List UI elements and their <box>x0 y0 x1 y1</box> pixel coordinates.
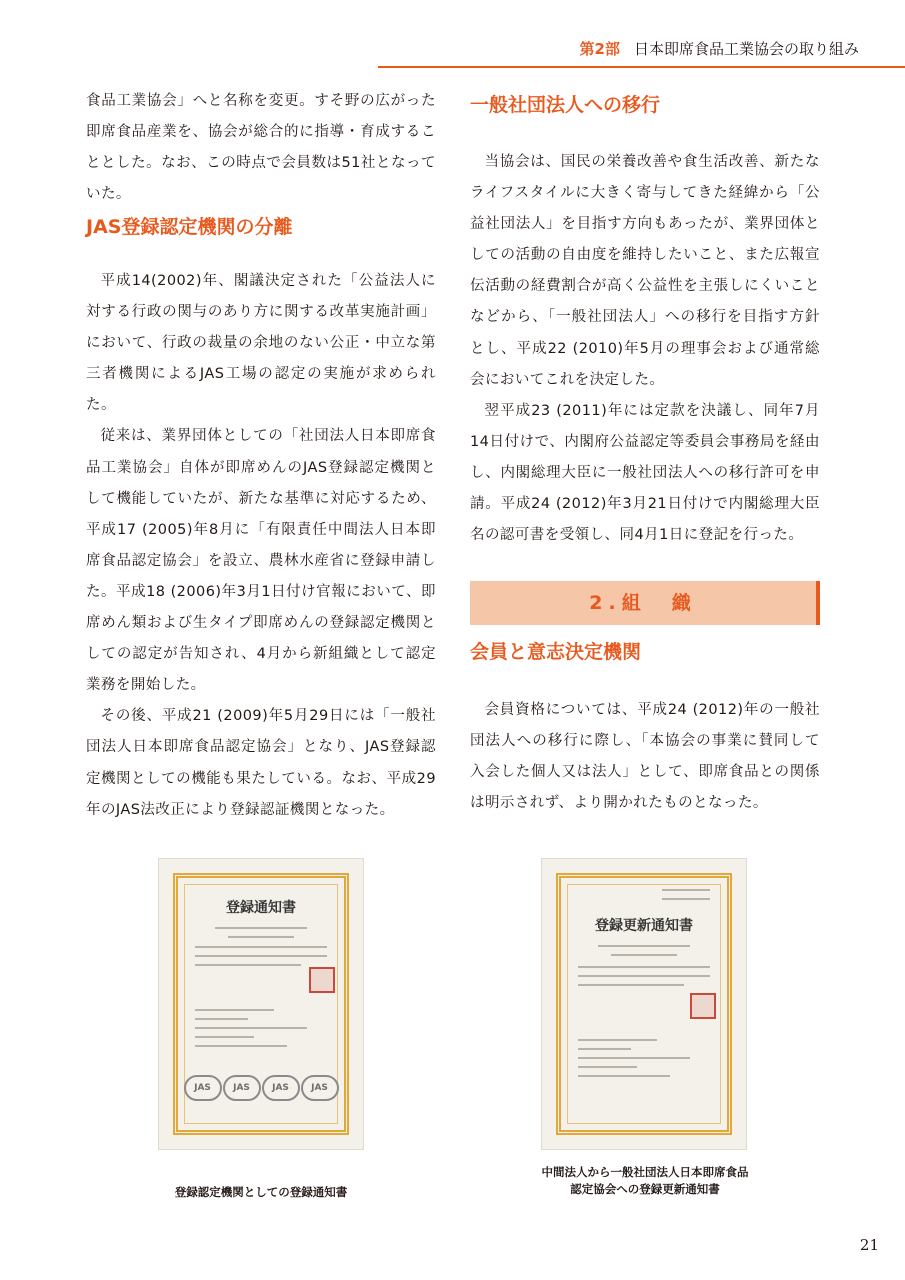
certificate-title: 登録通知書 <box>226 900 296 916</box>
certificate-ref-lines <box>662 889 710 907</box>
left-column-paragraphs <box>86 266 436 826</box>
running-header <box>378 36 891 62</box>
left-intro-paragraph: 食品工業協会」へと名称を変更。すそ野の広がった即席食品産業を、協会が総合的に指導・育成することとした。なお、この時点で会員数は51社となっていた。 <box>86 93 436 203</box>
certificate-text-lines <box>195 927 327 973</box>
left-paragraph-1: 平成14(2002)年、閣議決定された「公益法人に対する行政の関与のあり方に関する改革実施計画」において、行政の裁量の余地のない公正・中立な第三者機関によるJAS工場の認定の実施が求められた。 <box>86 273 436 414</box>
section-banner-organization: 2.組 織 <box>470 581 820 625</box>
header-rule <box>378 66 905 68</box>
heading-general-incorporated: 一般社団法人への移行 <box>470 94 661 116</box>
right-column-paragraphs <box>470 147 820 551</box>
right-paragraph-1: 当協会は、国民の栄養改善や食生活改善、新たなライフスタイルに大きく寄与してきた経緯から「公益社団法人」を目指す方向もあったが、業界団体としての活動の自由度を維持したいこと、また広報宣伝活動の経費割合が高く公益性を主張しにくいことなどから、「一般社団法人」への移行を目指す方針とし、平成22 (2010)年5月の理事会および通常総会においてこれを決定した。 <box>470 154 820 388</box>
figure-caption-left: 登録認定機関としての登録通知書 <box>174 1185 348 1199</box>
caption-line: 認定協会への登録更新通知書 <box>570 1182 720 1196</box>
heading-members-decision: 会員と意志決定機関 <box>470 641 642 663</box>
heading-jas-separation: JAS登録認定機関の分離 <box>86 216 293 238</box>
caption-line: 中間法人から一般社団法人日本即席食品 <box>541 1165 749 1179</box>
official-seal <box>690 993 716 1019</box>
page-number: 21 <box>859 1236 879 1254</box>
right-paragraph-3: 会員資格については、平成24 (2012)年の一般社団法人への移行に際し、「本協会の事業に賛同して入会した個人又は法人」として、即席食品との関係は明示されず、より開かれたものとなった。 <box>470 702 820 812</box>
part-label: 第2部 <box>579 40 620 58</box>
right-heading2-block <box>470 639 820 665</box>
figure-caption-right <box>520 1164 770 1198</box>
jas-logo: JAS <box>262 1075 300 1101</box>
header-title: 日本即席食品工業協会の取り組み <box>633 40 859 58</box>
right-column-paragraph-3 <box>470 695 820 819</box>
certificate-item-lines <box>578 1039 710 1084</box>
jas-logo-row <box>183 1075 339 1101</box>
left-paragraph-2: 従来は、業界団体としての「社団法人日本即席食品工業協会」自体が即席めんのJAS登録認定機関として機能していたが、新たな基準に対応するため、平成17 (2005)年8月に「有限責任中間法人日本即席食品認定協会」を設立、農林水産省に登録申請した。平成18 (2006)年3月1日付け官報において、即席めん類および生タイプ即席めんの登録認定機関としての認定が告知され、4月から新組織として認定業務を開始した。 <box>86 428 436 694</box>
left-column <box>86 86 436 210</box>
certificate-image-right <box>541 858 747 1150</box>
jas-logo: JAS <box>184 1075 222 1101</box>
certificate-text-lines <box>578 945 710 993</box>
certificate-title: 登録更新通知書 <box>595 918 693 934</box>
certificate-item-lines <box>195 1009 327 1054</box>
certificate-image-left <box>158 858 364 1150</box>
right-paragraph-2: 翌平成23 (2011)年には定款を決議し、同年7月14日付けで、内閣府公益認定等委員会事務局を経由し、内閣総理大臣に一般社団法人への移行許可を申請。平成24 (2012)年3月21日付けで内閣総理大臣名の認可書を受領し、同4月1日に登記を行った。 <box>470 402 820 544</box>
left-column-body <box>86 214 436 240</box>
jas-logo: JAS <box>223 1075 261 1101</box>
official-seal <box>309 967 335 993</box>
left-paragraph-3: その後、平成21 (2009)年5月29日には「一般社団法人日本即席食品認定協会」となり、JAS登録認定機関としての機能も果たしている。なお、平成29年のJAS法改正により登録認証機関となった。 <box>86 708 436 818</box>
right-heading-block <box>470 92 820 118</box>
jas-logo: JAS <box>301 1075 339 1101</box>
